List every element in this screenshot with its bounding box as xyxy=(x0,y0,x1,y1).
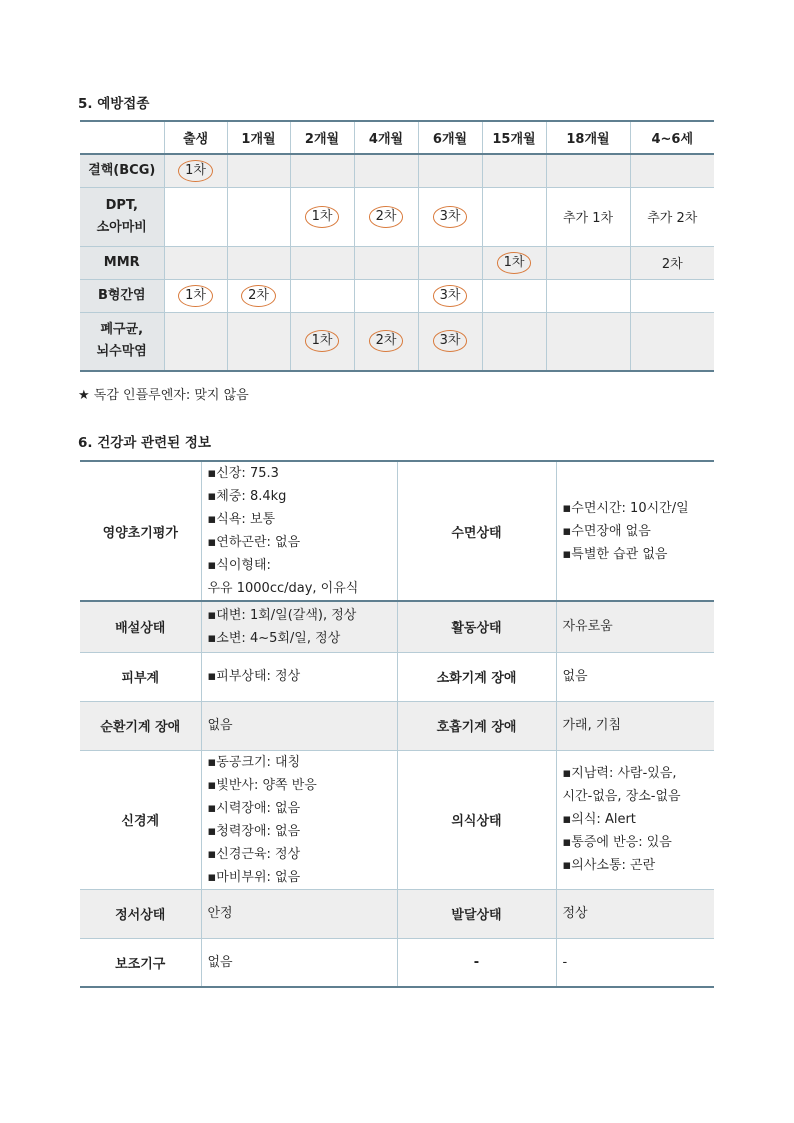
health-row xyxy=(80,750,714,889)
vaccination-header-cell: 1개월 xyxy=(227,121,290,154)
category-label: 피부계 xyxy=(80,652,201,701)
category-value xyxy=(556,889,714,938)
flu-note: ★ 독감 인플루엔자: 맞지 않음 xyxy=(78,388,249,403)
dose-circled: 3차 xyxy=(433,285,468,307)
health-row xyxy=(80,461,714,601)
info-line: - xyxy=(562,954,568,970)
vaccine-name xyxy=(80,154,164,187)
vaccination-cell xyxy=(482,154,546,187)
vaccination-header-cell: 4개월 xyxy=(354,121,418,154)
vaccination-cell xyxy=(418,279,482,312)
info-line: 없음 xyxy=(207,954,233,970)
dose-circled: 2차 xyxy=(369,206,404,228)
info-line: ▪연하곤란: 없음 xyxy=(207,535,301,550)
info-line: ▪신경근육: 정상 xyxy=(207,846,301,862)
vaccine-name-line: 결핵(BCG) xyxy=(88,162,156,178)
vaccination-cell xyxy=(482,246,546,279)
vaccination-cell xyxy=(354,187,418,246)
vaccination-cell xyxy=(418,312,482,371)
vaccination-cell xyxy=(482,279,546,312)
info-line: ▪피부상태: 정상 xyxy=(207,669,301,684)
category-value xyxy=(201,701,397,750)
info-line: ▪식욕: 보통 xyxy=(207,512,276,527)
category-value xyxy=(201,889,397,938)
info-line: ▪신장: 75.3 xyxy=(207,466,279,481)
vaccination-header-cell xyxy=(80,121,164,154)
vaccination-cell xyxy=(546,279,630,312)
info-line: ▪통증에 반응: 있음 xyxy=(562,835,672,850)
vaccination-cell xyxy=(630,154,714,187)
vaccination-cell xyxy=(482,187,546,246)
vaccination-header-cell: 15개월 xyxy=(482,121,546,154)
vaccination-cell xyxy=(418,246,482,279)
health-row xyxy=(80,889,714,938)
category-value xyxy=(556,938,714,987)
dose-circled: 2차 xyxy=(241,285,276,307)
category-label: 의식상태 xyxy=(397,750,556,889)
info-line: ▪청력장애: 없음 xyxy=(207,823,301,839)
info-line: ▪특별한 습관 없음 xyxy=(562,546,668,562)
info-line: ▪대변: 1회/일(갈색), 정상 xyxy=(207,607,357,623)
vaccination-cell xyxy=(227,187,290,246)
vaccination-table xyxy=(80,120,714,372)
dose-text: 추가 2차 xyxy=(647,211,698,226)
vaccine-name-line: DPT, xyxy=(105,197,138,213)
category-value xyxy=(556,652,714,701)
dose-circled: 1차 xyxy=(178,160,213,182)
category-label: 신경계 xyxy=(80,750,201,889)
category-label: 수면상태 xyxy=(397,461,556,601)
dose-circled: 1차 xyxy=(178,285,213,307)
info-line: ▪의식: Alert xyxy=(562,812,636,827)
vaccination-row xyxy=(80,187,714,246)
dose-circled: 1차 xyxy=(305,330,340,352)
vaccine-name-line: 폐구균, xyxy=(100,322,144,338)
info-line: 시간-없음, 장소-없음 xyxy=(562,789,681,804)
vaccination-cell xyxy=(630,279,714,312)
info-line: ▪시력장애: 없음 xyxy=(207,800,301,816)
vaccination-cell xyxy=(227,312,290,371)
info-line: 자유로움 xyxy=(562,619,613,635)
category-label: 발달상태 xyxy=(397,889,556,938)
info-line: ▪소변: 4~5회/일, 정상 xyxy=(207,630,341,646)
dose-text: 2차 xyxy=(661,257,683,272)
section-5-title: 5. 예방접종 xyxy=(78,96,150,112)
info-line: ▪빛반사: 양쪽 반응 xyxy=(207,777,317,793)
category-value xyxy=(201,938,397,987)
vaccination-header-row xyxy=(80,121,714,154)
vaccination-header-cell: 2개월 xyxy=(290,121,354,154)
dose-circled: 2차 xyxy=(369,330,404,352)
vaccine-name-line: MMR xyxy=(103,254,140,270)
info-line: ▪식이형태: xyxy=(207,558,271,573)
vaccination-cell xyxy=(354,312,418,371)
category-value xyxy=(556,701,714,750)
category-label: 보조기구 xyxy=(80,938,201,987)
vaccination-cell xyxy=(418,187,482,246)
category-value xyxy=(201,601,397,652)
category-label: 순환기계 장애 xyxy=(80,701,201,750)
vaccine-name xyxy=(80,246,164,279)
vaccine-name-line: 뇌수막염 xyxy=(96,344,147,360)
info-line: 우유 1000cc/day, 이유식 xyxy=(207,581,359,596)
section-6-title: 6. 건강과 관련된 정보 xyxy=(78,435,211,451)
health-row xyxy=(80,601,714,652)
vaccination-row xyxy=(80,246,714,279)
vaccination-header-cell: 6개월 xyxy=(418,121,482,154)
vaccination-cell xyxy=(546,246,630,279)
category-label: 영양초기평가 xyxy=(80,461,201,601)
category-label: - xyxy=(397,938,556,987)
info-line: 안정 xyxy=(207,906,233,921)
vaccination-cell xyxy=(290,312,354,371)
vaccination-row xyxy=(80,279,714,312)
vaccination-header-cell: 18개월 xyxy=(546,121,630,154)
vaccination-header-cell: 4~6세 xyxy=(630,121,714,154)
vaccination-cell xyxy=(164,187,227,246)
vaccine-name-line: 소아마비 xyxy=(96,219,147,235)
info-line: ▪지남력: 사람-있음, xyxy=(562,766,677,781)
info-line: ▪마비부위: 없음 xyxy=(207,869,301,885)
category-value xyxy=(556,461,714,601)
dose-circled: 3차 xyxy=(433,330,468,352)
category-label: 정서상태 xyxy=(80,889,201,938)
vaccine-name-line: B형간염 xyxy=(97,287,146,303)
health-row xyxy=(80,938,714,987)
dose-circled: 1차 xyxy=(497,252,532,274)
vaccination-cell xyxy=(290,154,354,187)
vaccination-cell xyxy=(546,154,630,187)
info-line: 없음 xyxy=(207,718,233,733)
vaccination-cell xyxy=(546,312,630,371)
category-value xyxy=(556,601,714,652)
category-value xyxy=(201,750,397,889)
vaccination-cell xyxy=(227,154,290,187)
vaccination-cell xyxy=(546,187,630,246)
dose-text: 추가 1차 xyxy=(562,211,614,226)
info-line: 없음 xyxy=(562,669,588,684)
vaccination-cell xyxy=(482,312,546,371)
health-row xyxy=(80,652,714,701)
vaccination-cell xyxy=(164,154,227,187)
info-line: ▪동공크기: 대칭 xyxy=(207,754,301,770)
vaccination-cell xyxy=(418,154,482,187)
dose-circled: 3차 xyxy=(433,206,468,228)
vaccination-cell xyxy=(290,279,354,312)
vaccination-cell xyxy=(354,246,418,279)
health-info-table xyxy=(80,460,714,988)
vaccination-header-cell: 출생 xyxy=(164,121,227,154)
vaccine-name xyxy=(80,187,164,246)
dose-circled: 1차 xyxy=(305,206,340,228)
health-row xyxy=(80,701,714,750)
info-line: ▪수면장애 없음 xyxy=(562,523,651,539)
category-label: 활동상태 xyxy=(397,601,556,652)
vaccination-row xyxy=(80,154,714,187)
category-label: 호흡기계 장애 xyxy=(397,701,556,750)
info-line: ▪의사소통: 곤란 xyxy=(562,858,656,873)
vaccine-name xyxy=(80,279,164,312)
vaccination-cell xyxy=(354,154,418,187)
vaccination-cell xyxy=(630,187,714,246)
category-value xyxy=(201,652,397,701)
vaccination-cell xyxy=(227,246,290,279)
category-label: 소화기계 장애 xyxy=(397,652,556,701)
vaccination-cell xyxy=(227,279,290,312)
info-line: 가래, 기침 xyxy=(562,718,621,733)
vaccination-cell xyxy=(290,246,354,279)
vaccination-row xyxy=(80,312,714,371)
category-label: 배설상태 xyxy=(80,601,201,652)
info-line: 정상 xyxy=(562,906,588,921)
category-value xyxy=(556,750,714,889)
info-line: ▪체중: 8.4kg xyxy=(207,489,287,504)
vaccination-cell xyxy=(164,246,227,279)
vaccination-cell xyxy=(354,279,418,312)
vaccination-cell xyxy=(630,312,714,371)
vaccination-cell xyxy=(630,246,714,279)
vaccine-name xyxy=(80,312,164,371)
vaccination-cell xyxy=(164,279,227,312)
category-value xyxy=(201,461,397,601)
info-line: ▪수면시간: 10시간/일 xyxy=(562,500,689,516)
vaccination-cell xyxy=(164,312,227,371)
vaccination-cell xyxy=(290,187,354,246)
